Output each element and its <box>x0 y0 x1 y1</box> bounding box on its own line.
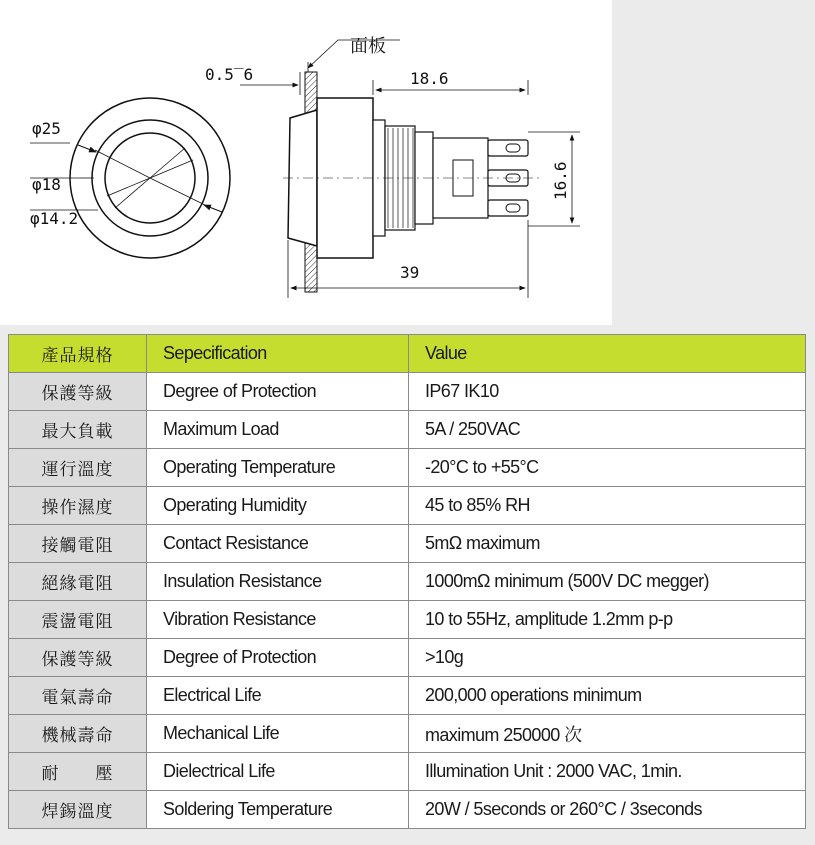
dim-diameter-mid: φ18 <box>32 175 61 194</box>
header-product-spec: 產品規格 <box>9 335 147 373</box>
row-label-zh: 最大負載 <box>9 411 147 449</box>
table-row <box>9 677 806 715</box>
dim-total-length: 39 <box>400 263 420 282</box>
table-row <box>9 411 806 449</box>
row-specification: Degree of Protection <box>147 373 409 411</box>
row-specification: Operating Humidity <box>147 487 409 525</box>
row-label-zh: 機械壽命 <box>9 715 147 753</box>
dim-diameter-outer: φ25 <box>32 119 61 138</box>
row-label-zh: 焊錫溫度 <box>9 791 147 829</box>
row-value: >10g <box>409 639 806 677</box>
row-specification: Degree of Protection <box>147 639 409 677</box>
row-specification: Mechanical Life <box>147 715 409 753</box>
row-value: maximum 250000 次 <box>409 715 806 753</box>
row-specification: Vibration Resistance <box>147 601 409 639</box>
header-value: Value <box>409 335 806 373</box>
table-row <box>9 487 806 525</box>
row-label-zh: 耐 壓 <box>9 753 147 791</box>
table-row <box>9 601 806 639</box>
row-label-zh: 接觸電阻 <box>9 525 147 563</box>
table-row <box>9 525 806 563</box>
dim-thickness: 0.5‾6 <box>205 65 254 84</box>
panel-label: 面板 <box>350 36 386 57</box>
dim-depth: 18.6 <box>410 69 449 88</box>
table-row <box>9 563 806 601</box>
row-specification: Soldering Temperature <box>147 791 409 829</box>
row-label-zh: 操作濕度 <box>9 487 147 525</box>
technical-drawing <box>0 0 612 325</box>
row-specification: Operating Temperature <box>147 449 409 487</box>
row-specification: Insulation Resistance <box>147 563 409 601</box>
row-label-zh: 絕緣電阻 <box>9 563 147 601</box>
row-specification: Dielectrical Life <box>147 753 409 791</box>
row-value: 200,000 operations minimum <box>409 677 806 715</box>
side-view <box>205 36 580 298</box>
row-value: 20W / 5seconds or 260°C / 3seconds <box>409 791 806 829</box>
table-row <box>9 449 806 487</box>
row-value: Illumination Unit : 2000 VAC, 1min. <box>409 753 806 791</box>
row-specification: Electrical Life <box>147 677 409 715</box>
header-specification: Sepecification <box>147 335 409 373</box>
table-row <box>9 639 806 677</box>
spec-table <box>8 334 806 829</box>
row-label-zh: 保護等級 <box>9 639 147 677</box>
table-row <box>9 791 806 829</box>
table-row <box>9 715 806 753</box>
table-row <box>9 373 806 411</box>
table-row <box>9 753 806 791</box>
row-value: -20°C to +55°C <box>409 449 806 487</box>
row-label-zh: 運行溫度 <box>9 449 147 487</box>
row-label-zh: 保護等級 <box>9 373 147 411</box>
row-value: 45 to 85% RH <box>409 487 806 525</box>
row-value: 5mΩ maximum <box>409 525 806 563</box>
dimension-drawing-svg <box>0 0 612 325</box>
row-label-zh: 電氣壽命 <box>9 677 147 715</box>
row-label-zh: 震盪電阻 <box>9 601 147 639</box>
dim-diameter-inner: φ14.2 <box>30 209 79 228</box>
row-value: 5A / 250VAC <box>409 411 806 449</box>
table-header-row <box>9 335 806 373</box>
row-specification: Contact Resistance <box>147 525 409 563</box>
dim-height: 16.6 <box>551 161 570 200</box>
front-view <box>30 98 230 258</box>
row-value: 1000mΩ minimum (500V DC megger) <box>409 563 806 601</box>
row-value: IP67 IK10 <box>409 373 806 411</box>
row-value: 10 to 55Hz, amplitude 1.2mm p-p <box>409 601 806 639</box>
row-specification: Maximum Load <box>147 411 409 449</box>
